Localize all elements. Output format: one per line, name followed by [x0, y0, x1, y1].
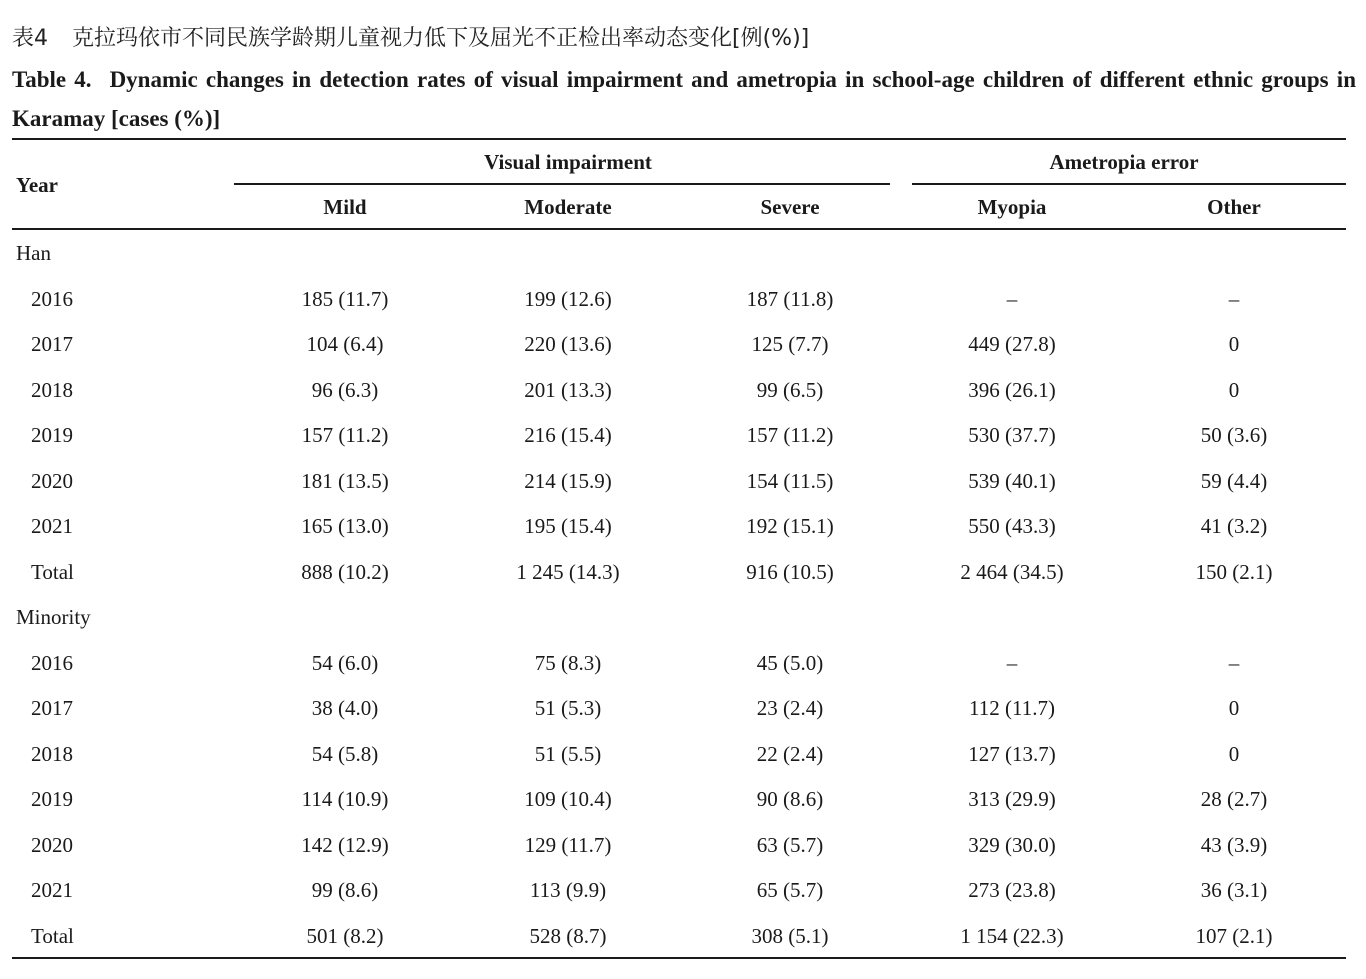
row-year-cell: Total — [31, 559, 74, 584]
header-col-mild: Mild — [323, 195, 367, 219]
table-cell: 157 (11.2) — [746, 423, 834, 447]
row-year-cell: 2021 — [31, 878, 73, 902]
table-cell: 308 (5.1) — [751, 923, 829, 948]
table-cell: 51 (5.5) — [534, 741, 602, 766]
table-cell: 528 (8.7) — [529, 923, 607, 948]
header-col-myopia: Myopia — [977, 195, 1047, 219]
table-cell: 888 (10.2) — [301, 559, 389, 584]
table-cell: 129 (11.7) — [524, 832, 612, 857]
table-cell: 0 — [1228, 741, 1240, 766]
section-label: Han — [16, 241, 51, 265]
table-cell: 157 (11.2) — [301, 423, 389, 447]
table-cell: 54 (5.8) — [311, 741, 379, 766]
table-cell: 165 (13.0) — [301, 514, 389, 538]
table-cell: 154 (11.5) — [746, 468, 834, 493]
row-year-cell: 2020 — [31, 468, 73, 493]
table-cell: 199 (12.6) — [524, 286, 612, 311]
row-year-cell: 2017 — [31, 332, 73, 356]
header-group-ametropia: Ametropia error — [1049, 150, 1199, 174]
table-cell: 1 245 (14.3) — [516, 559, 620, 584]
table-cell: – — [1228, 286, 1240, 311]
table-cell: 99 (6.5) — [756, 377, 824, 402]
table-cell: 99 (8.6) — [311, 878, 379, 902]
table-cell: 550 (43.3) — [968, 514, 1056, 538]
table-cell: 113 (9.9) — [529, 878, 607, 902]
table-cell: 530 (37.7) — [968, 423, 1056, 447]
table-cell: 0 — [1228, 696, 1240, 720]
table-cell: 41 (3.2) — [1200, 514, 1268, 538]
table-cell: 38 (4.0) — [311, 696, 379, 720]
header-year: Year — [16, 173, 58, 197]
header-col-severe: Severe — [760, 195, 820, 219]
table-cell: 112 (11.7) — [969, 696, 1055, 720]
header-col-other: Other — [1207, 195, 1261, 219]
header-col-moderate: Moderate — [524, 195, 612, 219]
table-cell: – — [1006, 650, 1018, 675]
table-cell: 220 (13.6) — [524, 332, 612, 356]
table-cell: 0 — [1228, 377, 1240, 402]
table-cell: 50 (3.6) — [1200, 423, 1268, 447]
table-top-rule — [12, 138, 1346, 140]
table-cell: 313 (29.9) — [968, 787, 1056, 811]
table-cell: 539 (40.1) — [968, 468, 1056, 493]
row-year-cell: 2021 — [31, 514, 73, 538]
table-bottom-rule — [12, 957, 1346, 959]
table-cell: 36 (3.1) — [1200, 878, 1268, 902]
table-title-en: Dynamic changes in detection rates of visual impairment and ametropia in school-age children of different ethnic groups in Karamay [cases (%)] — [12, 67, 1356, 131]
table-cell: 127 (13.7) — [968, 741, 1056, 766]
table-cell: 0 — [1228, 332, 1240, 356]
table-cell: 51 (5.3) — [534, 696, 602, 720]
row-year-cell: 2018 — [31, 377, 73, 402]
table-cell: 396 (26.1) — [968, 377, 1056, 402]
table-cell: 501 (8.2) — [306, 923, 384, 948]
row-year-cell: 2020 — [31, 832, 73, 857]
table-cell: 59 (4.4) — [1200, 468, 1268, 493]
table-caption-chinese — [12, 22, 809, 56]
table-cell: – — [1006, 286, 1018, 311]
table-number-cn: 表4 — [12, 26, 48, 51]
row-year-cell: Total — [31, 923, 74, 948]
table-cell: 181 (13.5) — [301, 468, 389, 493]
table-cell: 75 (8.3) — [534, 650, 602, 675]
table-cell: 63 (5.7) — [756, 832, 824, 857]
row-year-cell: 2016 — [31, 286, 73, 311]
table-cell: 28 (2.7) — [1200, 787, 1268, 811]
table-cell: 65 (5.7) — [756, 878, 824, 902]
table-cell: 142 (12.9) — [301, 832, 389, 857]
table-cell: 96 (6.3) — [311, 377, 379, 402]
table-cell: 201 (13.3) — [524, 377, 612, 402]
table-cell: 329 (30.0) — [968, 832, 1056, 857]
table-cell: 23 (2.4) — [756, 696, 824, 720]
table-cell: 192 (15.1) — [746, 514, 834, 538]
table-cell: 125 (7.7) — [751, 332, 829, 356]
row-year-cell: 2016 — [31, 650, 73, 675]
section-label: Minority — [16, 605, 91, 629]
table-cell: – — [1228, 650, 1240, 675]
table-cell: 114 (10.9) — [301, 787, 389, 811]
table-cell: 109 (10.4) — [524, 787, 612, 811]
row-year-cell: 2018 — [31, 741, 73, 766]
table-cell: 187 (11.8) — [746, 286, 834, 311]
table-cell: 90 (8.6) — [756, 787, 824, 811]
table-cell: 195 (15.4) — [524, 514, 612, 538]
table-cell: 214 (15.9) — [524, 468, 612, 493]
table-cell: 22 (2.4) — [756, 741, 824, 766]
row-year-cell: 2019 — [31, 787, 73, 811]
table-cell: 216 (15.4) — [524, 423, 612, 447]
visual-impairment-group-rule — [234, 183, 890, 185]
table-cell: 45 (5.0) — [756, 650, 824, 675]
row-year-cell: 2019 — [31, 423, 73, 447]
table-cell: 185 (11.7) — [301, 286, 389, 311]
table-cell: 1 154 (22.3) — [960, 923, 1064, 948]
table-title-cn: 克拉玛依市不同民族学龄期儿童视力低下及屈光不正检出率动态变化[例(%)] — [72, 26, 810, 51]
table-number-en: Table 4. — [12, 67, 92, 92]
row-year-cell: 2017 — [31, 696, 73, 720]
header-group-visual-impairment: Visual impairment — [484, 150, 652, 174]
table-cell: 43 (3.9) — [1200, 832, 1268, 857]
table-cell: 104 (6.4) — [306, 332, 384, 356]
table-cell: 54 (6.0) — [311, 650, 379, 675]
table-cell: 916 (10.5) — [746, 559, 834, 584]
table-cell: 449 (27.8) — [968, 332, 1056, 356]
table-caption-english — [12, 60, 1356, 138]
table-cell: 150 (2.1) — [1195, 559, 1273, 584]
table-cell: 107 (2.1) — [1195, 923, 1273, 948]
ametropia-group-rule — [912, 183, 1346, 185]
table-cell: 2 464 (34.5) — [960, 559, 1064, 584]
table-header-rule — [12, 228, 1346, 230]
table-cell: 273 (23.8) — [968, 878, 1056, 902]
